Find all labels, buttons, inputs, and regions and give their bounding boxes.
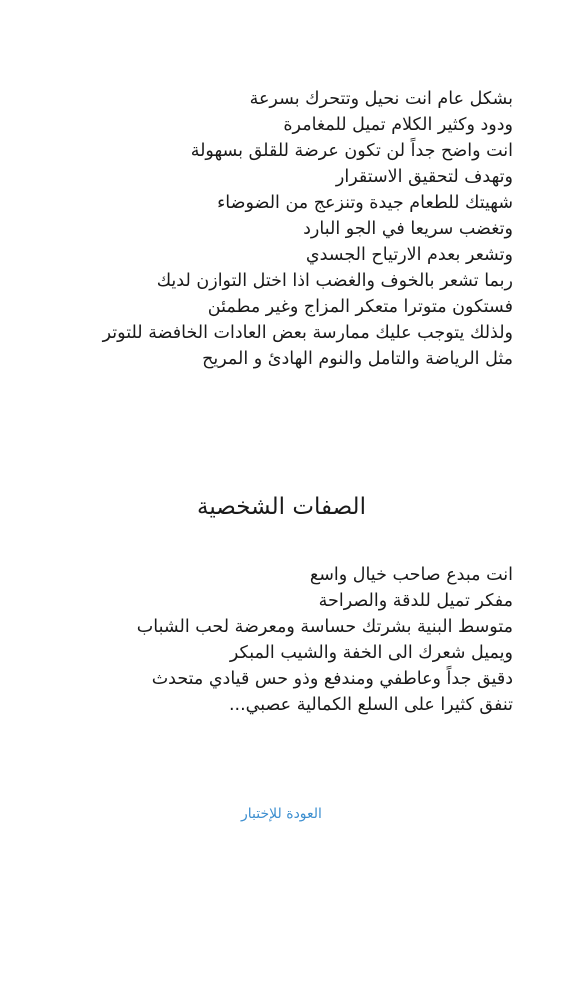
trait-line: ويميل شعرك الى الخفة والشيب المبكر xyxy=(229,643,513,663)
traits-paragraph xyxy=(60,562,513,718)
description-paragraph xyxy=(60,86,513,372)
description-line: بشكل عام انت نحيل وتتحرك بسرعة xyxy=(249,89,513,109)
trait-line: دقيق جداً وعاطفي ومندفع وذو حس قيادي متحدث xyxy=(151,669,513,689)
trait-line: مفكر تميل للدقة والصراحة xyxy=(318,591,513,611)
trait-line: تنفق كثيرا على السلع الكمالية عصبي... xyxy=(228,695,513,715)
description-line: ودود وكثير الكلام تميل للمغامرة xyxy=(283,115,513,135)
description-line: انت واضح جداً لن تكون عرضة للقلق بسهولة xyxy=(190,141,513,161)
description-line: وتشعر بعدم الارتياح الجسدي xyxy=(305,245,513,265)
trait-line: متوسط البنية بشرتك حساسة ومعرضة لحب الشباب xyxy=(136,617,513,637)
description-line: شهيتك للطعام جيدة وتنزعج من الضوضاء xyxy=(217,193,513,213)
back-to-test-link[interactable]: العودة للإختبار xyxy=(241,806,322,822)
description-line: وتهدف لتحقيق الاستقرار xyxy=(335,167,513,187)
description-line: مثل الرياضة والتامل والنوم الهادئ و المريح xyxy=(202,349,513,369)
traits-section-title: الصفات الشخصية xyxy=(197,494,366,520)
description-line: فستكون متوترا متعكر المزاج وغير مطمئن xyxy=(207,297,513,317)
description-line: ربما تشعر بالخوف والغضب اذا اختل التوازن لديك xyxy=(156,271,513,291)
description-line: وتغضب سريعا في الجو البارد xyxy=(303,219,513,239)
description-line: ولذلك يتوجب عليك ممارسة بعض العادات الخافضة للتوتر xyxy=(102,323,513,343)
trait-line: انت مبدع صاحب خيال واسع xyxy=(309,565,513,585)
